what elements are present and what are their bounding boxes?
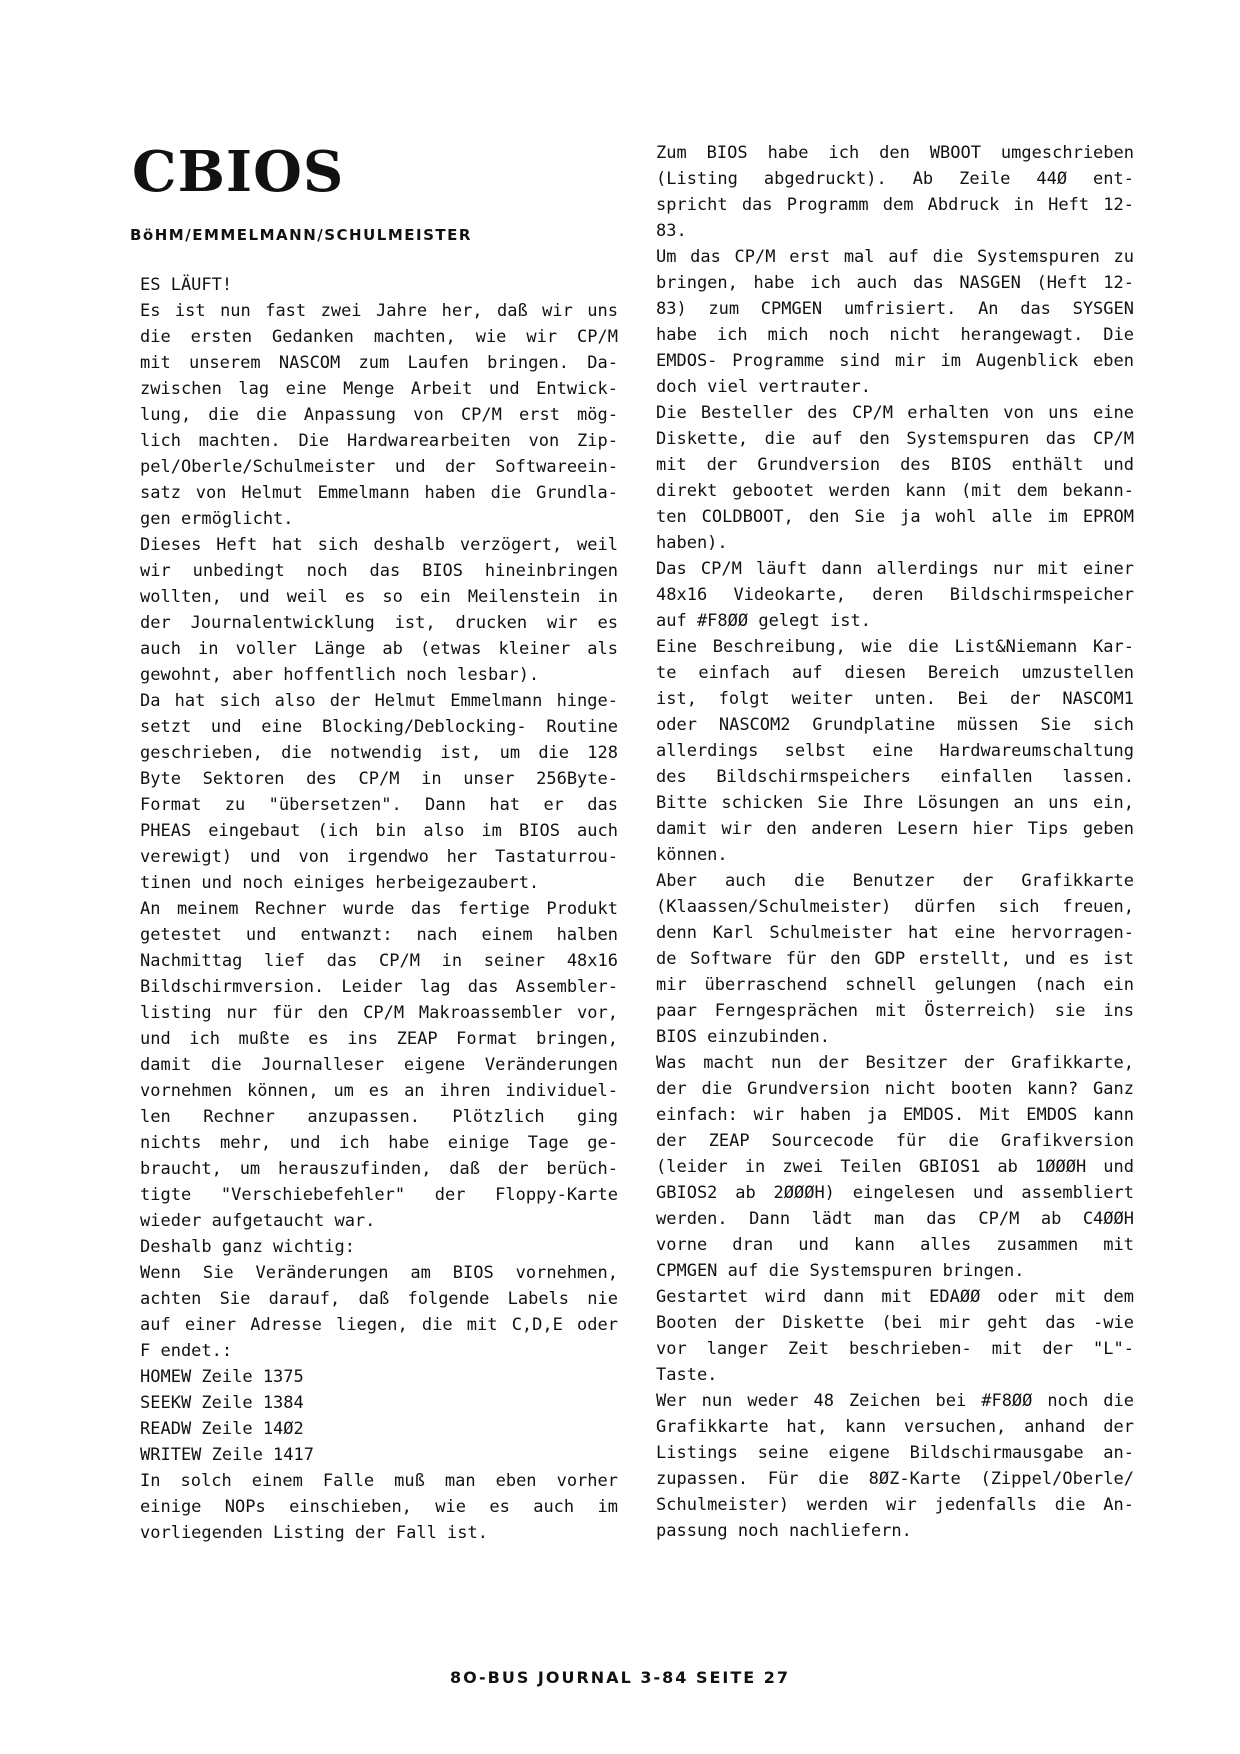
text-line: zwischen lag eine Menge Arbeit und Entwick- xyxy=(140,379,618,399)
text-line: getestet und entwanzt: nach einem halben xyxy=(140,925,618,945)
text-line: haben). xyxy=(656,533,728,553)
text-line: allerdings selbst eine Hardwareumschaltung xyxy=(656,741,1134,761)
text-line: direkt gebootet werden kann (mit dem bekann- xyxy=(656,481,1134,501)
text-line: und ich mußte es ins ZEAP Format bringen, xyxy=(140,1029,618,1049)
text-line: WRITEW Zeile 1417 xyxy=(140,1445,314,1465)
text-line: (Listing abgedruckt). Ab Zeile 44Ø ent- xyxy=(656,169,1134,189)
text-line: Listings seine eigene Bildschirmausgabe an- xyxy=(656,1443,1134,1463)
text-line: ist, folgt weiter unten. Bei der NASCOM1 xyxy=(656,689,1134,709)
text-line: auf #F8ØØ gelegt ist. xyxy=(656,611,871,631)
text-line: Das CP/M läuft dann allerdings nur mit einer xyxy=(656,559,1134,579)
text-line: READW Zeile 14Ø2 xyxy=(140,1419,304,1439)
text-line: Eine Beschreibung, wie die List&Niemann Kar- xyxy=(656,637,1134,657)
text-line: PHEAS eingebaut (ich bin also im BIOS auch xyxy=(140,821,618,841)
text-line: der ZEAP Sourcecode für die Grafikversion xyxy=(656,1131,1134,1151)
text-line: An meinem Rechner wurde das fertige Produkt xyxy=(140,899,618,919)
text-line: setzt und eine Blocking/Deblocking- Routine xyxy=(140,717,618,737)
text-line: Format zu "übersetzen". Dann hat er das xyxy=(140,795,618,815)
article-authors: BöHM/EMMELMANN/SCHULMEISTER xyxy=(130,226,472,244)
text-line: (Klaassen/Schulmeister) dürfen sich freuen, xyxy=(656,897,1134,917)
text-line: Grafikkarte hat, kann versuchen, anhand der xyxy=(656,1417,1134,1437)
text-line: Wer nun weder 48 Zeichen bei #F8ØØ noch die xyxy=(656,1391,1134,1411)
text-line: Da hat sich also der Helmut Emmelmann hinge- xyxy=(140,691,618,711)
article-title: CBIOS xyxy=(132,139,345,205)
text-line: Um das CP/M erst mal auf die Systemspuren zu xyxy=(656,247,1134,267)
text-line: Diskette, die auf den Systemspuren das CP/M xyxy=(656,429,1134,449)
text-line: Aber auch die Benutzer der Grafikkarte xyxy=(656,871,1134,891)
text-line: te einfach auf diesen Bereich umzustellen xyxy=(656,663,1134,683)
text-line: Nachmittag lief das CP/M in seiner 48x16 xyxy=(140,951,618,971)
text-line: auf einer Adresse liegen, die mit C,D,E oder xyxy=(140,1315,618,1335)
text-line: tinen und noch einiges herbeigezaubert. xyxy=(140,873,540,893)
text-line: damit die Journalleser eigene Veränderungen xyxy=(140,1055,618,1075)
text-line: de Software für den GDP erstellt, und es ist xyxy=(656,949,1134,969)
text-line: Byte Sektoren des CP/M in unser 256Byte- xyxy=(140,769,618,789)
text-line: Die Besteller des CP/M erhalten von uns eine xyxy=(656,403,1134,423)
text-line: mit der Grundversion des BIOS enthält und xyxy=(656,455,1134,475)
text-line: nichts mehr, und ich habe einige Tage ge- xyxy=(140,1133,618,1153)
text-line: Dieses Heft hat sich deshalb verzögert, weil xyxy=(140,535,618,555)
text-line: Es ist nun fast zwei Jahre her, daß wir uns xyxy=(140,301,618,321)
text-line: Zum BIOS habe ich den WBOOT umgeschrieben xyxy=(656,143,1134,163)
text-line: die ersten Gedanken machten, wie wir CP/M xyxy=(140,327,618,347)
text-line: Schulmeister) werden wir jedenfalls die An- xyxy=(656,1495,1134,1515)
text-line: paar Ferngesprächen mit Österreich) sie ins xyxy=(656,1001,1134,1021)
text-line: Deshalb ganz wichtig: xyxy=(140,1237,355,1257)
text-line: geschrieben, die notwendig ist, um die 128 xyxy=(140,743,618,763)
text-line: Booten der Diskette (bei mir geht das -wie xyxy=(656,1313,1134,1333)
text-line: Bitte schicken Sie Ihre Lösungen an uns ein, xyxy=(656,793,1134,813)
text-line: Was macht nun der Besitzer der Grafikkarte, xyxy=(656,1053,1134,1073)
text-line: einfach: wir haben ja EMDOS. Mit EMDOS kann xyxy=(656,1105,1134,1125)
text-line: oder NASCOM2 Grundplatine müssen Sie sich xyxy=(656,715,1134,735)
text-line: lung, die die Anpassung von CP/M erst mög- xyxy=(140,405,618,425)
text-line: damit wir den anderen Lesern hier Tips geben xyxy=(656,819,1134,839)
text-line: vor langer Zeit beschrieben- mit der "L"- xyxy=(656,1339,1134,1359)
text-line: werden. Dann lädt man das CP/M ab C4ØØH xyxy=(656,1209,1134,1229)
page-footer: 8O-BUS JOURNAL 3-84 SEITE 27 xyxy=(449,1668,791,1687)
text-line: mit unserem NASCOM zum Laufen bringen. Da- xyxy=(140,353,618,373)
text-line: gen ermöglicht. xyxy=(140,509,294,529)
text-line: wollten, und weil es so ein Meilenstein in xyxy=(140,587,618,607)
text-line: achten Sie darauf, daß folgende Labels nie xyxy=(140,1289,618,1309)
text-line: bringen, habe ich auch das NASGEN (Heft 12- xyxy=(656,273,1134,293)
text-line: In solch einem Falle muß man eben vorher xyxy=(140,1471,618,1491)
text-line: passung noch nachliefern. xyxy=(656,1521,912,1541)
text-line: BIOS einzubinden. xyxy=(656,1027,830,1047)
text-line: mir überraschend schnell gelungen (nach ein xyxy=(656,975,1134,995)
text-line: SEEKW Zeile 1384 xyxy=(140,1393,304,1413)
text-line: einige NOPs einschieben, wie es auch im xyxy=(140,1497,618,1517)
text-line: Wenn Sie Veränderungen am BIOS vornehmen, xyxy=(140,1263,618,1283)
text-line: vornehmen können, um es an ihren individuel- xyxy=(140,1081,618,1101)
text-line: satz von Helmut Emmelmann haben die Grundla- xyxy=(140,483,618,503)
text-line: Gestartet wird dann mit EDAØØ oder mit dem xyxy=(656,1287,1134,1307)
text-line: 83. xyxy=(656,221,687,241)
text-line: können. xyxy=(656,845,728,865)
text-line: habe ich mich noch nicht herangewagt. Die xyxy=(656,325,1134,345)
text-line: 48x16 Videokarte, deren Bildschirmspeicher xyxy=(656,585,1134,605)
text-line: des Bildschirmspeichers einfallen lassen. xyxy=(656,767,1134,787)
text-line: EMDOS- Programme sind mir im Augenblick eben xyxy=(656,351,1134,371)
text-line: Taste. xyxy=(656,1365,718,1385)
text-line: gewohnt, aber hoffentlich noch lesbar). xyxy=(140,665,540,685)
text-column-left xyxy=(140,272,618,1546)
text-line: tigte "Verschiebefehler" der Floppy-Karte xyxy=(140,1185,618,1205)
text-line: vorliegenden Listing der Fall ist. xyxy=(140,1523,488,1543)
text-line: lich machten. Die Hardwarearbeiten von Zip- xyxy=(140,431,618,451)
text-line: zupassen. Für die 8ØZ-Karte (Zippel/Oberle/ xyxy=(656,1469,1134,1489)
text-line: Bildschirmversion. Leider lag das Assembler- xyxy=(140,977,618,997)
text-line: GBIOS2 ab 2ØØØH) eingelesen und assembliert xyxy=(656,1183,1134,1203)
text-line: auch in voller Länge ab (etwas kleiner als xyxy=(140,639,618,659)
text-line: CPMGEN auf die Systemspuren bringen. xyxy=(656,1261,1025,1281)
text-line: len Rechner anzupassen. Plötzlich ging xyxy=(140,1107,618,1127)
text-line: pel/Oberle/Schulmeister und der Softwareein- xyxy=(140,457,618,477)
text-column-right xyxy=(656,140,1134,1544)
text-line: denn Karl Schulmeister hat eine hervorragen- xyxy=(656,923,1134,943)
text-line: doch viel vertrauter. xyxy=(656,377,871,397)
text-line: wieder aufgetaucht war. xyxy=(140,1211,376,1231)
text-line: wir unbedingt noch das BIOS hineinbringen xyxy=(140,561,618,581)
text-line: der Journalentwicklung ist, drucken wir es xyxy=(140,613,618,633)
text-line: listing nur für den CP/M Makroassembler vor, xyxy=(140,1003,618,1023)
text-line: ten COLDBOOT, den Sie ja wohl alle im EPROM xyxy=(656,507,1134,527)
text-line: ES LÄUFT! xyxy=(140,275,233,295)
text-line: (leider in zwei Teilen GBIOS1 ab 1ØØØH und xyxy=(656,1157,1134,1177)
text-line: 83) zum CPMGEN umfrisiert. An das SYSGEN xyxy=(656,299,1134,319)
text-line: F endet.: xyxy=(140,1341,233,1361)
text-line: vorne dran und kann alles zusammen mit xyxy=(656,1235,1134,1255)
text-line: braucht, um herauszufinden, daß der berüch- xyxy=(140,1159,618,1179)
text-line: HOMEW Zeile 1375 xyxy=(140,1367,304,1387)
text-line: verewigt) und von irgendwo her Tastaturrou- xyxy=(140,847,618,867)
text-line: der die Grundversion nicht booten kann? Ganz xyxy=(656,1079,1134,1099)
text-line: spricht das Programm dem Abdruck in Heft 12- xyxy=(656,195,1134,215)
